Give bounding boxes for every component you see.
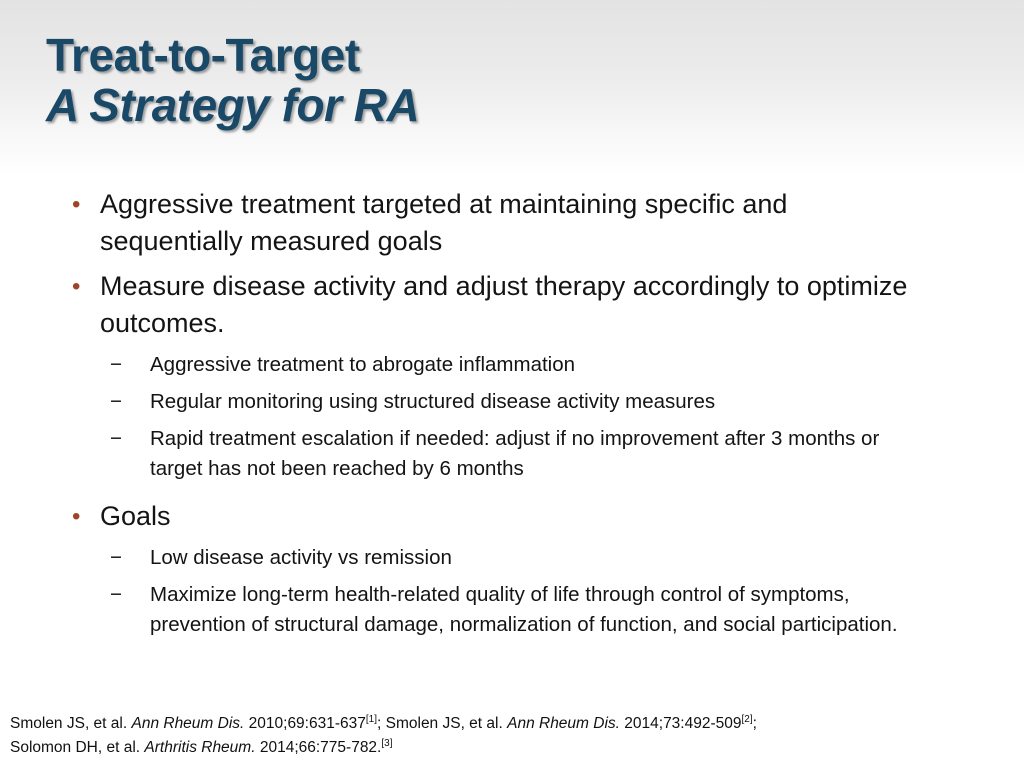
bullet-item [70,186,920,260]
sub-bullet-item [70,580,920,640]
reference-authors: Smolen JS, et al. [385,715,508,732]
reference-separator: ; [377,715,386,732]
slide-title [46,30,419,130]
sub-bullet-text: Aggressive treatment to abrogate inflammation [150,353,576,376]
reference-journal: Ann Rheum Dis. [131,715,245,732]
title-line-2: A Strategy for RA [46,79,420,131]
bullet-item [70,268,920,342]
reference-marker: [3] [381,738,393,749]
reference-marker: [1] [365,714,377,725]
sub-bullet-list [70,350,920,484]
reference-marker: [2] [741,714,753,725]
dash-marker-icon: − [110,353,122,376]
reference-authors: Solomon DH, et al. [10,739,145,756]
reference-details: 2014;66:775-782. [255,739,382,756]
sub-bullet-text: Regular monitoring using structured disease activity measures [150,390,716,413]
bullet-text: Measure disease activity and adjust therapy accordingly to optimize outcomes. [100,271,908,338]
dash-marker-icon: − [110,546,122,569]
reference-journal: Ann Rheum Dis. [507,715,620,732]
bullet-marker-icon: • [72,191,81,218]
bullet-list [70,186,920,654]
sub-bullet-text: Low disease activity vs remission [150,546,452,569]
reference-details: 2010;69:631-637 [244,715,366,732]
reference-authors: Smolen JS, et al. [10,715,132,732]
references [10,712,1015,760]
sub-bullet-list [70,543,920,640]
bullet-text: Goals [100,501,171,531]
dash-marker-icon: − [110,390,122,413]
sub-bullet-item [70,424,920,484]
title-line-1: Treat-to-Target [46,29,360,81]
reference-journal: Arthritis Rheum. [144,739,256,756]
bullet-marker-icon: • [72,503,81,530]
sub-bullet-item [70,387,920,417]
sub-bullet-item [70,350,920,380]
bullet-item [70,498,920,535]
dash-marker-icon: − [110,427,122,450]
bullet-marker-icon: • [72,273,81,300]
sub-bullet-item [70,543,920,573]
sub-bullet-text: Rapid treatment escalation if needed: adjust if no improvement after 3 months or target has not been reached by 6 months [150,427,880,480]
dash-marker-icon: − [110,583,122,606]
bullet-text: Aggressive treatment targeted at maintaining specific and sequentially measured goals [100,189,788,256]
sub-bullet-text: Maximize long-term health-related quality of life through control of symptoms, prevention of structural damage, normalization of function, and social participation. [150,583,898,636]
reference-separator: ; [752,715,757,732]
reference-details: 2014;73:492-509 [619,715,742,732]
